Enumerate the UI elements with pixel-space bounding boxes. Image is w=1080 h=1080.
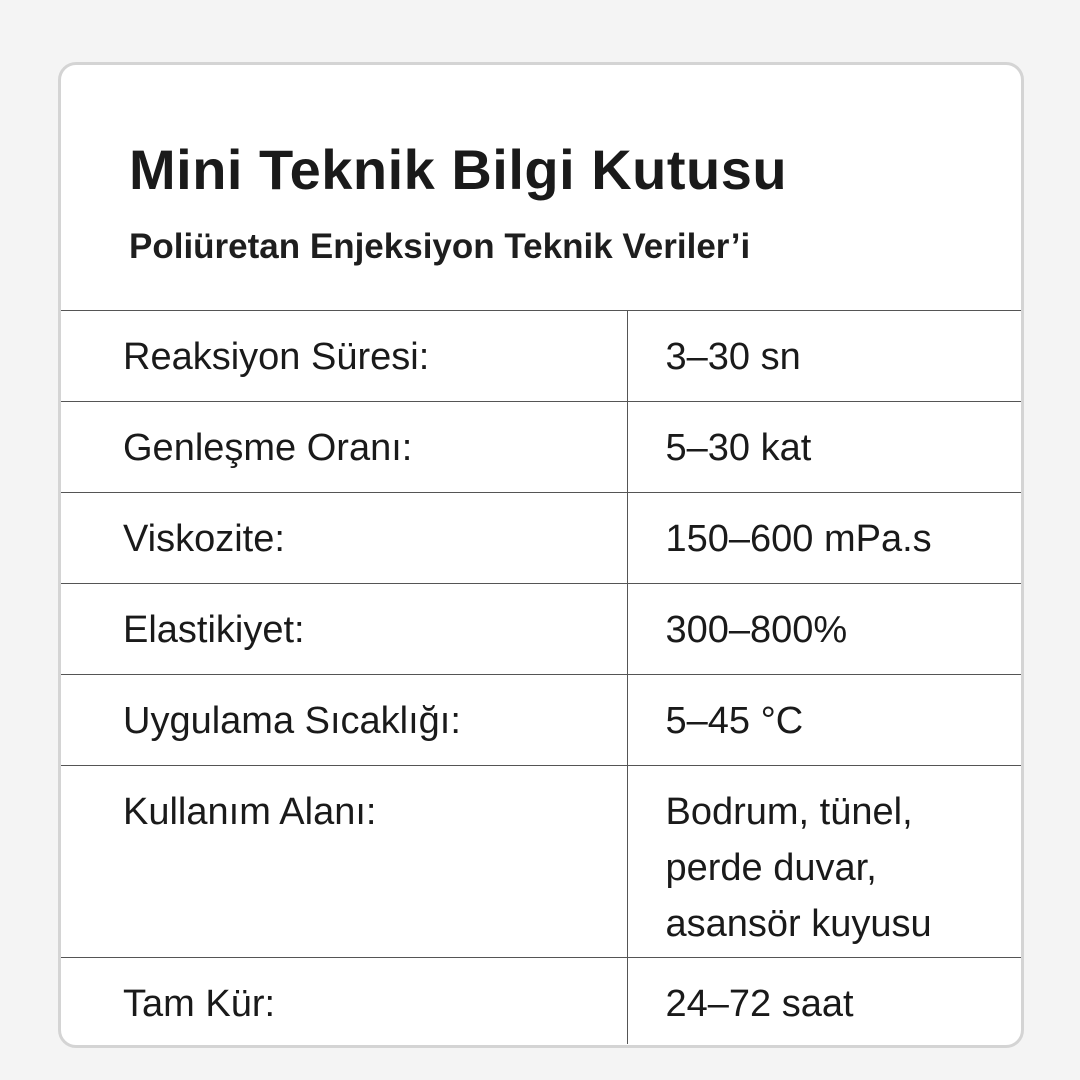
row-value: 300–800% [627,584,1021,675]
row-value: 150–600 mPa.s [627,493,1021,584]
row-label: Kullanım Alanı: [61,766,627,958]
value-line: asansör kuyusu [665,903,932,945]
row-label: Elastikiyet: [61,584,627,675]
row-label: Tam Kür: [61,958,627,1044]
value-line: Bodrum, tünel, [665,791,913,833]
row-value: 5–45 °C [627,675,1021,766]
row-label: Uygulama Sıcaklığı: [61,675,627,766]
table-row [61,402,1021,493]
row-value: 3–30 sn [627,311,1021,402]
card-title: Mini Teknik Bilgi Kutusu [129,138,788,201]
row-value [627,766,1021,958]
card-subtitle: Poliüretan Enjeksiyon Teknik Veriler’i [129,227,751,266]
row-value: 5–30 kat [627,402,1021,493]
table-row [61,493,1021,584]
table-row [61,311,1021,402]
table-row [61,766,1021,958]
table-row [61,958,1021,1044]
table-row [61,584,1021,675]
row-label: Genleşme Oranı: [61,402,627,493]
row-label: Viskozite: [61,493,627,584]
value-line: perde duvar, [665,847,877,889]
row-label: Reaksiyon Süresi: [61,311,627,402]
table-row [61,675,1021,766]
spec-table [61,310,1021,1044]
info-card [58,62,1024,1048]
row-value: 24–72 saat [627,958,1021,1044]
